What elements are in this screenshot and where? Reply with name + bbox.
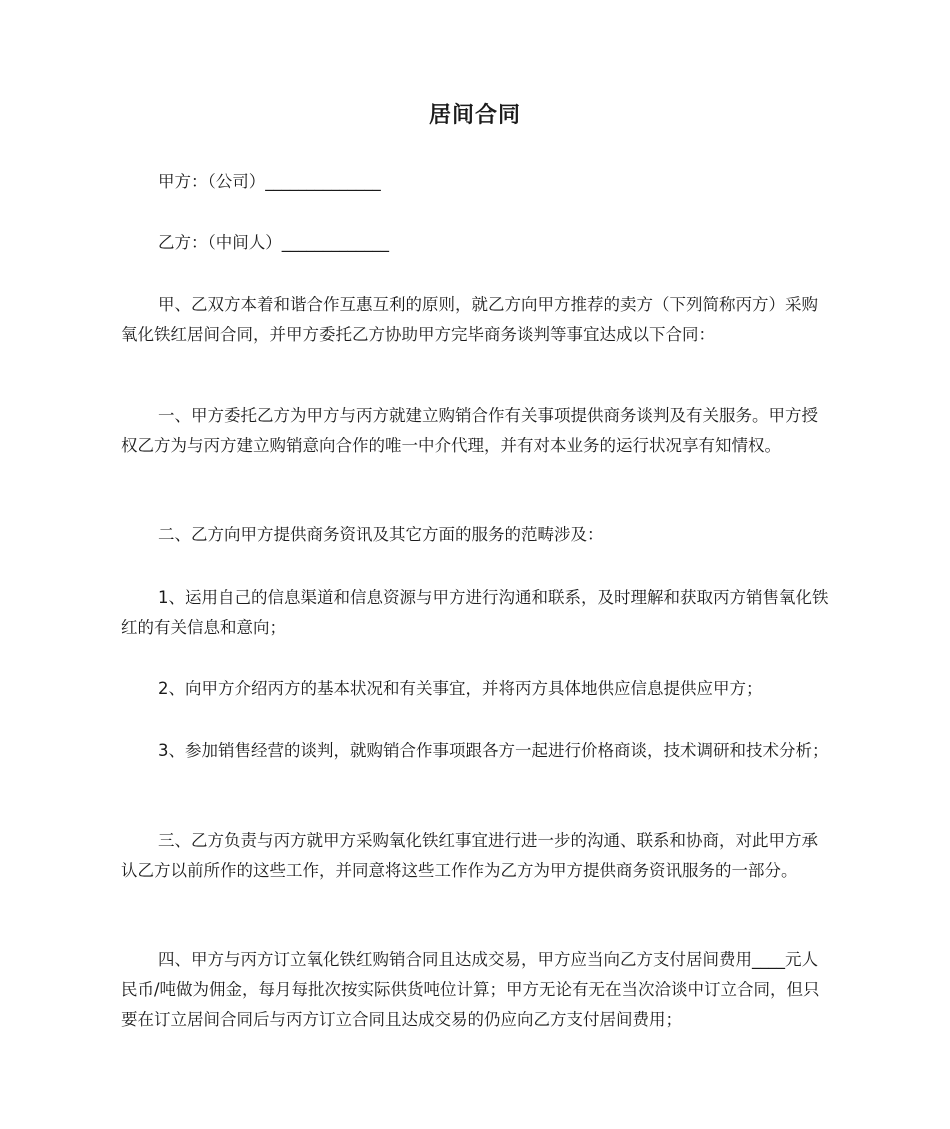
clause-2-paragraph: 二、乙方向甲方提供商务资讯及其它方面的服务的范畴涉及： bbox=[158, 525, 604, 544]
clause-1-paragraph: 一、甲方委托乙方为甲方与丙方就建立购销合作有关事项提供商务谈判及有关服务。甲方授权乙方为与丙方建立购销意向合作的唯一中介代理，并有对本业务的运行状况享有知情权。 bbox=[121, 406, 818, 455]
party-b-line: 乙方：（中间人）_____________ bbox=[158, 233, 389, 252]
item-3-paragraph: 3、参加销售经营的谈判，就购销合作事项跟各方一起进行价格商谈，技术调研和技术分析； bbox=[158, 741, 829, 760]
item-2-paragraph: 2、向甲方介绍丙方的基本状况和有关事宜，并将丙方具体地供应信息提供应甲方； bbox=[158, 679, 763, 698]
intro-paragraph: 甲、乙双方本着和谐合作互惠互利的原则，就乙方向甲方推荐的卖方（下列简称丙方）采购氧化铁红居间合同，并甲方委托乙方协助甲方完毕商务谈判等事宜达成以下合同： bbox=[121, 295, 818, 344]
party-a-line: 甲方：（公司）______________ bbox=[158, 172, 381, 191]
item-1-paragraph: 1、运用自己的信息渠道和信息资源与甲方进行沟通和联系，及时理解和获取丙方销售氧化铁红的有关信息和意向； bbox=[121, 588, 829, 637]
page-title: 居间合同 bbox=[428, 103, 521, 128]
clause-4-paragraph: 四、甲方与丙方订立氧化铁红购销合同且达成交易，甲方应当向乙方支付居间费用____元人民币/吨做为佣金，每月每批次按实际供货吨位计算；甲方无论有无在当次洽谈中订立合同，但只要在订立居间合同后与丙方订立合同且达成交易的仍应向乙方支付居间费用； bbox=[121, 950, 820, 1029]
clause-3-paragraph: 三、乙方负责与丙方就甲方采购氧化铁红事宜进行进一步的沟通、联系和协商，对此甲方承认乙方以前所作的这些工作，并同意将这些工作作为乙方为甲方提供商务资讯服务的一部分。 bbox=[121, 831, 818, 880]
